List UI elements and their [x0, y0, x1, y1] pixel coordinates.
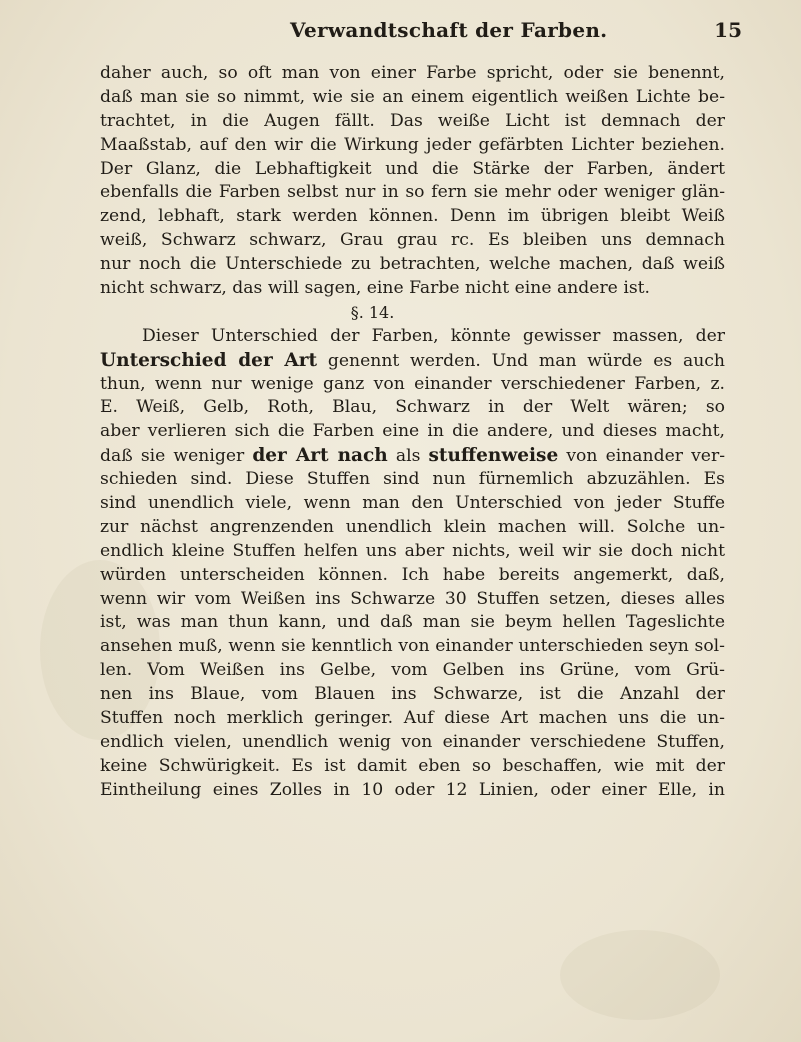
text-line: Eintheilung eines Zolles in 10 oder 12 Linien, oder einer Elle, in	[100, 779, 725, 800]
text-line: thun, wenn nur wenige ganz von einander verschiedener Farben, z.	[100, 373, 725, 394]
paragraph	[100, 62, 725, 301]
section-number: §. 14.	[350, 302, 395, 322]
text-run: genennt werden. Und man würde es auch	[317, 350, 725, 371]
text-line: ebenfalls die Farben selbst nur in so fern sie mehr oder weniger glän-	[100, 182, 725, 203]
text-line: nur noch die Unterschiede zu betrachten, welche machen, daß weiß	[100, 254, 725, 275]
page-header	[150, 14, 750, 54]
paragraph	[100, 325, 725, 803]
text-run: daß sie weniger	[100, 446, 253, 467]
paper-stain	[560, 930, 720, 1020]
text-line: ansehen muß, wenn sie kenntlich von einander unterschieden seyn sol-	[100, 636, 725, 657]
text-line: endlich kleine Stuffen helfen uns aber nichts, weil wir sie doch nicht	[100, 540, 725, 561]
text-line: zur nächst angrenzenden unendlich klein machen will. Solche un-	[100, 516, 725, 537]
emphasized-term: stuffenweise	[428, 445, 559, 467]
text-line: Dieser Unterschied der Farben, könnte gewisser massen, der	[142, 325, 725, 346]
text-line: Der Glanz, die Lebhaftigkeit und die Stärke der Farben, ändert	[100, 158, 725, 179]
text-line: ist, was man thun kann, und daß man sie beym hellen Tageslichte	[100, 612, 725, 633]
text-line: Maaßstab, auf den wir die Wirkung jeder gefärbten Lichter beziehen.	[100, 134, 725, 155]
text-line: Stuffen noch merklich geringer. Auf diese Art machen uns die un-	[100, 708, 725, 729]
text-line: endlich vielen, unendlich wenig von einander verschiedene Stuffen,	[100, 731, 725, 752]
emphasized-term: Unterschied der Art	[100, 349, 318, 371]
emphasized-term: der Art nach	[252, 445, 388, 467]
text-line: sind unendlich viele, wenn man den Unterschied von jeder Stuffe	[100, 493, 725, 514]
text-line: keine Schwürigkeit. Es ist damit eben so beschaffen, wie mit der	[100, 755, 725, 776]
page-number: 15	[714, 18, 742, 42]
text-line	[100, 444, 725, 468]
text-line: trachtet, in die Augen fällt. Das weiße Licht ist demnach der	[100, 110, 725, 131]
text-line: würden unterscheiden können. Ich habe bereits angemerkt, daß,	[100, 564, 725, 585]
text-line: wenn wir vom Weißen ins Schwarze 30 Stuffen setzen, dieses alles	[100, 588, 725, 609]
text-line: daher auch, so oft man von einer Farbe spricht, oder sie benennt,	[100, 63, 725, 83]
paragraph-continuation	[100, 468, 725, 802]
text-line: weiß, Schwarz schwarz, Grau grau rc. Es bleiben uns demnach	[100, 230, 725, 251]
text-line: zend, lebhaft, stark werden können. Denn im übrigen bleibt Weiß	[100, 206, 725, 227]
text-line: schieden sind. Diese Stuffen sind nun fürnemlich abzuzählen. Es	[100, 469, 725, 490]
running-head: Verwandtschaft der Farben.	[290, 18, 608, 42]
text-line: nen ins Blaue, vom Blauen ins Schwarze, ist die Anzahl der	[100, 684, 725, 705]
text-run: als	[387, 446, 429, 467]
text-run: von einander ver-	[558, 446, 725, 467]
text-line: aber verlieren sich die Farben eine in die andere, und dieses macht,	[100, 421, 725, 442]
text-line: E. Weiß, Gelb, Roth, Blau, Schwarz in der Welt wären; so	[100, 397, 725, 418]
text-line: daß man sie so nimmt, wie sie an einem eigentlich weißen Lichte be-	[100, 86, 725, 107]
text-line: len. Vom Weißen ins Gelbe, vom Gelben ins Grüne, vom Grü-	[100, 660, 725, 681]
body-text	[100, 62, 725, 803]
text-line	[100, 349, 725, 373]
text-line: nicht schwarz, das will sagen, eine Farbe nicht eine andere ist.	[100, 278, 651, 299]
